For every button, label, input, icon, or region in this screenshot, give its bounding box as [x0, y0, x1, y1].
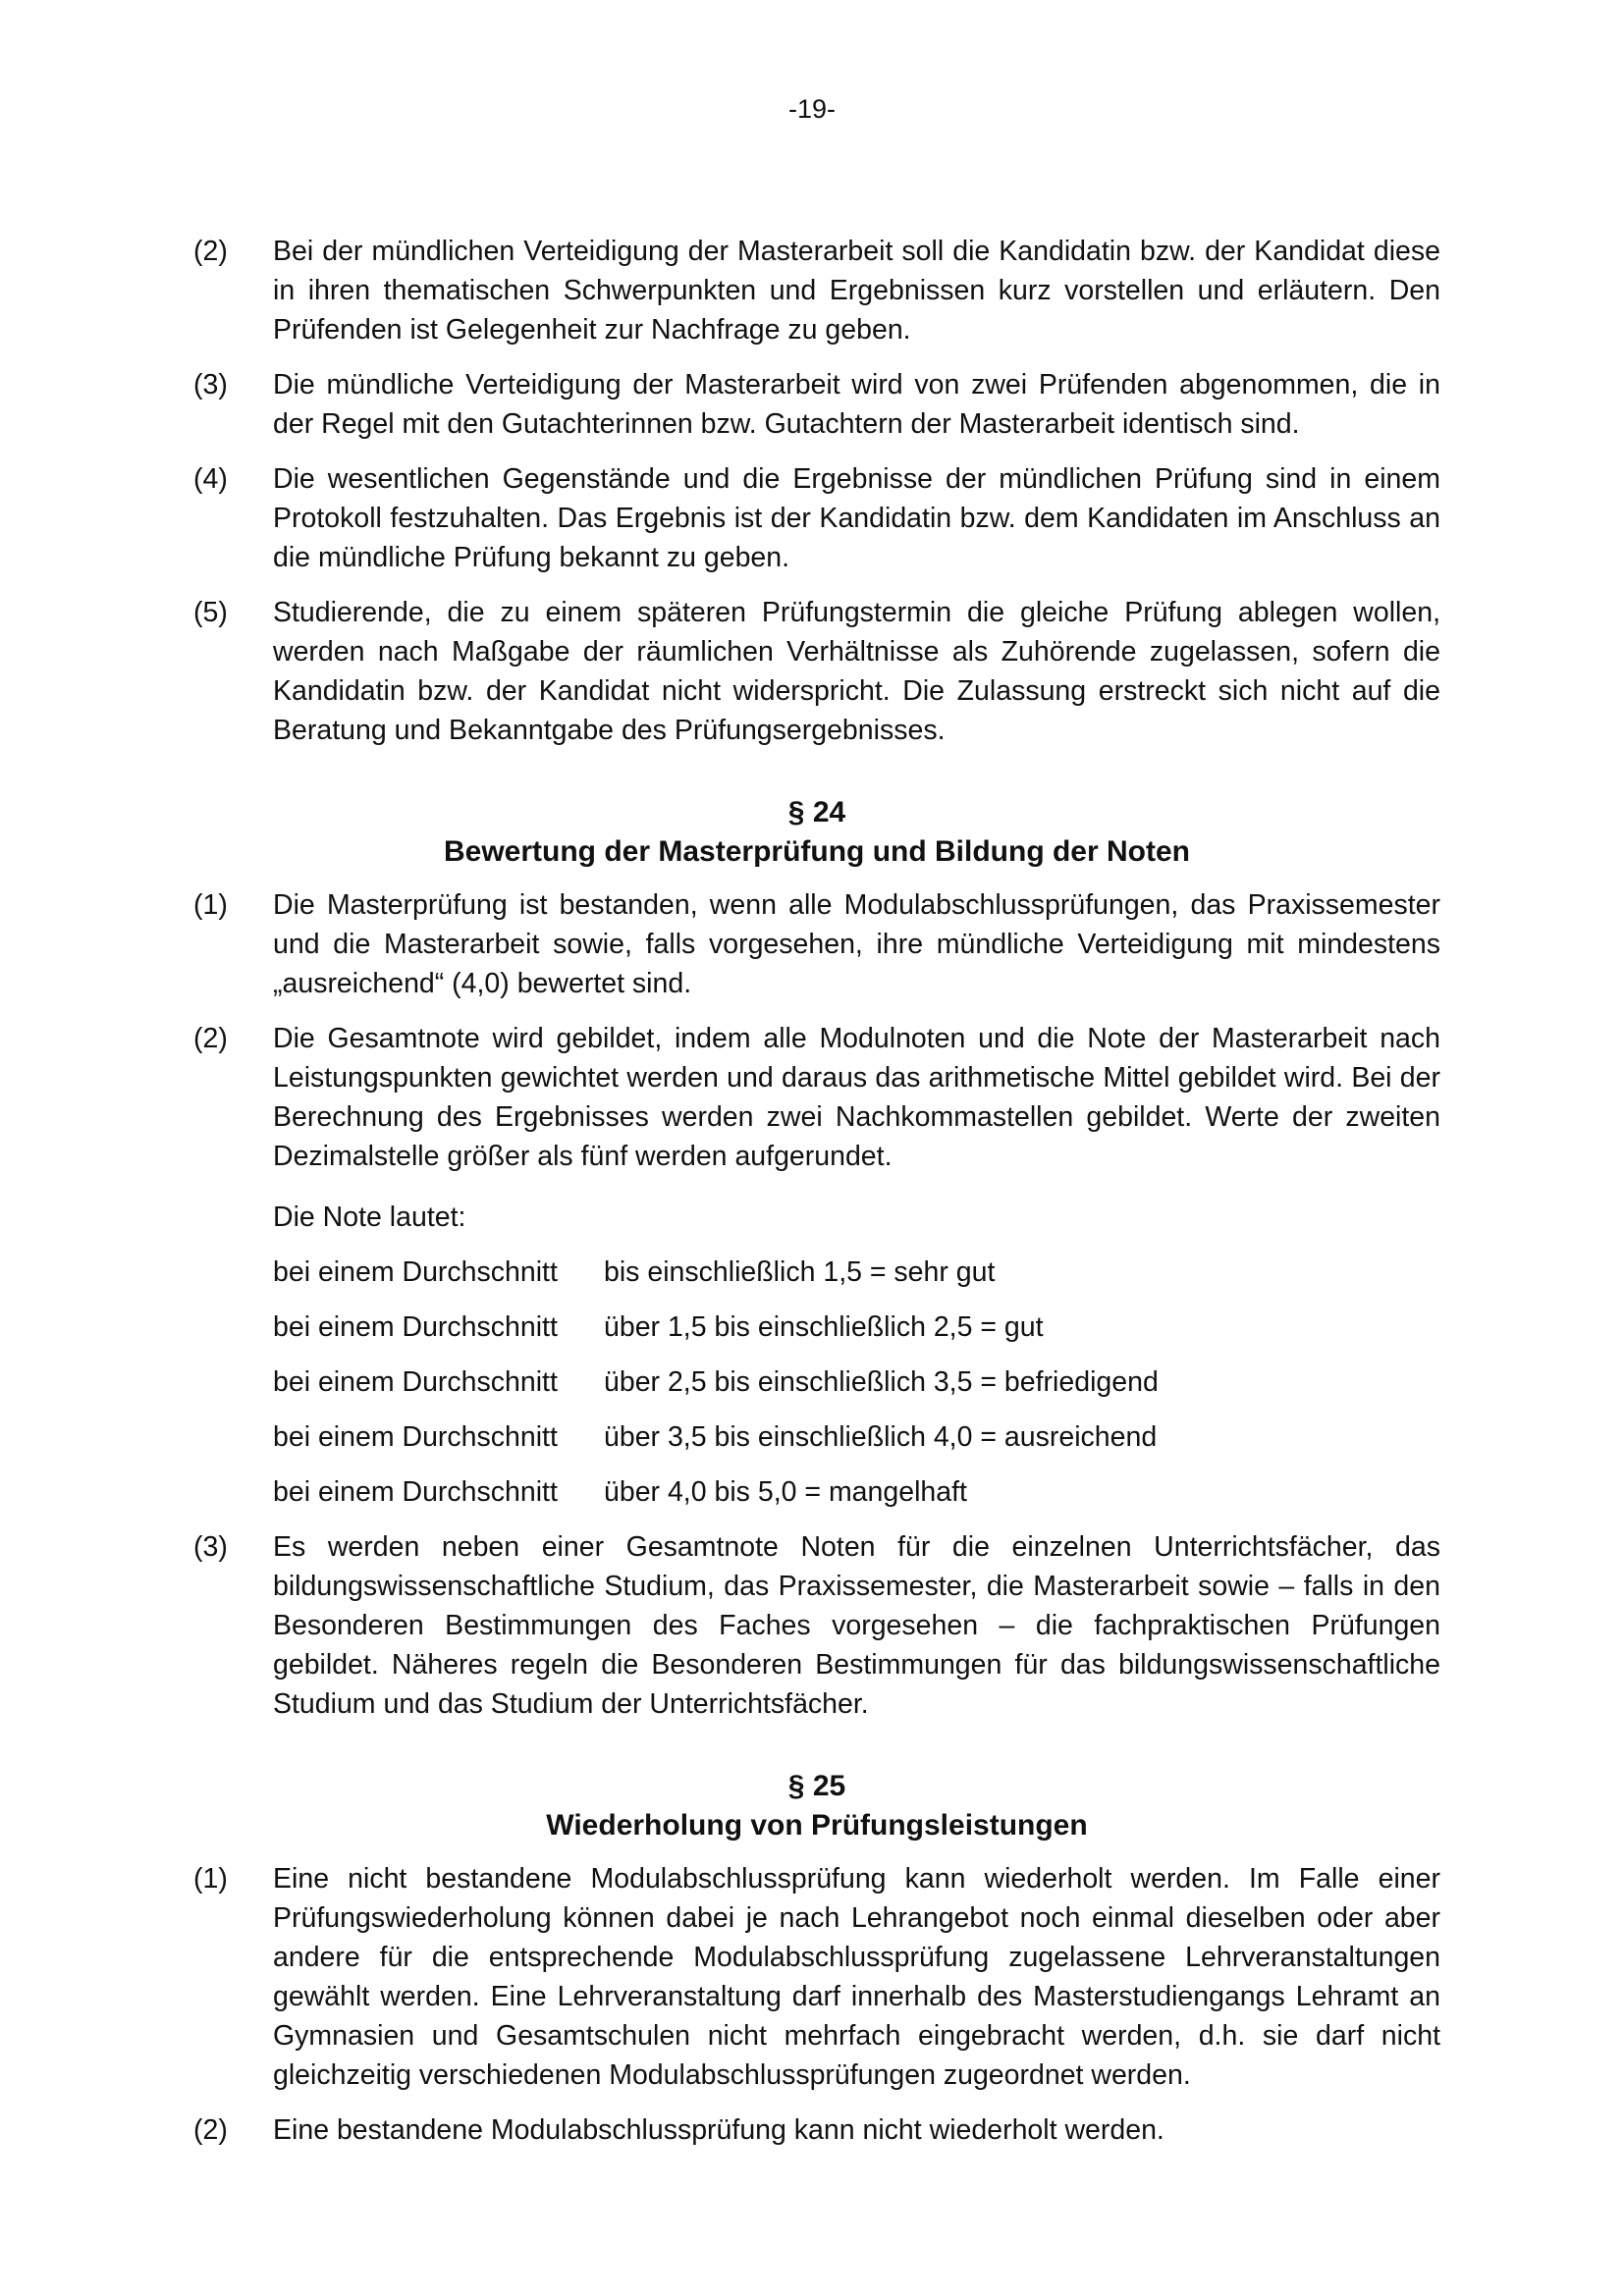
paragraph-number: (5)	[193, 597, 228, 628]
paragraph-text: Die Masterprüfung ist bestanden, wenn alle Modulabschlussprüfungen, das Praxissemester und die Masterarbeit sowie, falls vorgesehen, ihre mündliche Verteidigung mit mindestens „ausreichend“ (4,0) bewertet sind.	[273, 889, 1440, 999]
paragraph-number: (2)	[193, 236, 228, 267]
s24-paragraph-3	[193, 1527, 1440, 1724]
grade-condition: bei einem Durchschnitt	[273, 1476, 558, 1508]
paragraph-text: Die mündliche Verteidigung der Masterarbeit wird von zwei Prüfenden abgenommen, die in der Regel mit den Gutachterinnen bzw. Gutachtern der Masterarbeit identisch sind.	[273, 369, 1440, 440]
grade-row	[273, 1472, 1440, 1527]
paragraph-text: Bei der mündlichen Verteidigung der Masterarbeit soll die Kandidatin bzw. der Kandidat diese in ihren thematischen Schwerpunkten und Ergebnissen kurz vorstellen und erläutern. Den Prüfenden ist Gelegenheit zur Nachfrage zu geben.	[273, 236, 1440, 346]
section-number: § 25	[787, 1770, 846, 1802]
grade-value: bis einschließlich 1,5 = sehr gut	[604, 1256, 996, 1288]
paragraph-number: (3)	[193, 1531, 228, 1563]
grade-condition: bei einem Durchschnitt	[273, 1311, 558, 1343]
grade-value: über 4,0 bis 5,0 = mangelhaft	[604, 1476, 967, 1508]
grade-row	[273, 1308, 1440, 1362]
section-24-heading	[193, 793, 1440, 872]
document-body	[193, 232, 1440, 2165]
paragraph-number: (2)	[193, 1023, 228, 1054]
s25-paragraph-2	[193, 2110, 1440, 2150]
s25-paragraph-1	[193, 1859, 1440, 2095]
grade-condition: bei einem Durchschnitt	[273, 1366, 558, 1398]
grade-row	[273, 1417, 1440, 1472]
paragraph-text: Studierende, die zu einem späteren Prüfungstermin die gleiche Prüfung ablegen wollen, werden nach Maßgabe der räumlichen Verhältnisse als Zuhörende zugelassen, sofern die Kandidatin bzw. der Kandidat nicht widerspricht. Die Zulassung erstreckt sich nicht auf die Beratung und Bekanntgabe des Prüfungsergebnisses.	[273, 597, 1440, 746]
paragraph-2	[193, 232, 1440, 349]
section-title: Wiederholung von Prüfungsleistungen	[546, 1809, 1088, 1842]
paragraph-text: Die wesentlichen Gegenstände und die Ergebnisse der mündlichen Prüfung sind in einem Protokoll festzuhalten. Das Ergebnis ist der Kandidatin bzw. dem Kandidaten im Anschluss an die mündliche Prüfung bekannt zu geben.	[273, 463, 1440, 573]
s24-paragraph-1	[193, 885, 1440, 1003]
paragraph-number: (3)	[193, 369, 228, 400]
paragraph-3	[193, 365, 1440, 444]
paragraph-number: (4)	[193, 463, 228, 495]
paragraph-text: Eine nicht bestandene Modulabschlussprüfung kann wiederholt werden. Im Falle einer Prüfungswiederholung können dabei je nach Lehrangebot noch einmal dieselben oder aber andere für die entsprechende Modulabschlussprüfung zugelassene Lehrveranstaltungen gewählt werden. Eine Lehrveranstaltung darf innerhalb des Masterstudiengangs Lehramt an Gymnasien und Gesamtschulen nicht mehrfach eingebracht werden, d.h. sie darf nicht gleichzeitig verschiedenen Modulabschlussprüfungen zugeordnet werden.	[273, 1863, 1440, 2091]
grade-value: über 3,5 bis einschließlich 4,0 = ausreichend	[604, 1421, 1158, 1453]
section-25-heading	[193, 1767, 1440, 1845]
grade-row	[273, 1253, 1440, 1308]
grade-table	[273, 1253, 1440, 1527]
paragraph-number: (1)	[193, 1863, 228, 1895]
grade-value: über 1,5 bis einschließlich 2,5 = gut	[604, 1311, 1044, 1343]
paragraph-text: Es werden neben einer Gesamtnote Noten für die einzelnen Unterrichtsfächer, das bildungswissenschaftliche Studium, das Praxissemester, die Masterarbeit sowie – falls in den Besonderen Bestimmungen des Faches vorgesehen – die fachpraktischen Prüfungen gebildet. Näheres regeln die Besonderen Bestimmungen für das bildungswissenschaftliche Studium und das Studium der Unterrichtsfächer.	[273, 1531, 1440, 1720]
paragraph-4	[193, 459, 1440, 577]
grade-value: über 2,5 bis einschließlich 3,5 = befriedigend	[604, 1366, 1159, 1398]
paragraph-number: (1)	[193, 889, 228, 921]
grade-condition: bei einem Durchschnitt	[273, 1421, 558, 1453]
grade-condition: bei einem Durchschnitt	[273, 1256, 558, 1288]
page-number: -19-	[787, 94, 836, 124]
grade-intro: Die Note lautet:	[273, 1201, 466, 1233]
paragraph-text: Eine bestandene Modulabschlussprüfung kann nicht wiederholt werden.	[273, 2114, 1164, 2146]
paragraph-5	[193, 593, 1440, 750]
section-title: Bewertung der Masterprüfung und Bildung der Noten	[444, 835, 1190, 868]
paragraph-text: Die Gesamtnote wird gebildet, indem alle Modulnoten und die Note der Masterarbeit nach Leistungspunkten gewichtet werden und daraus das arithmetische Mittel gebildet wird. Bei der Berechnung des Ergebnisses werden zwei Nachkommastellen gebildet. Werte der zweiten Dezimalstelle größer als fünf werden aufgerundet.	[273, 1023, 1440, 1172]
section-number: § 24	[787, 796, 846, 828]
paragraph-number: (2)	[193, 2114, 228, 2146]
grade-row	[273, 1362, 1440, 1417]
s24-paragraph-2	[193, 1019, 1440, 1176]
